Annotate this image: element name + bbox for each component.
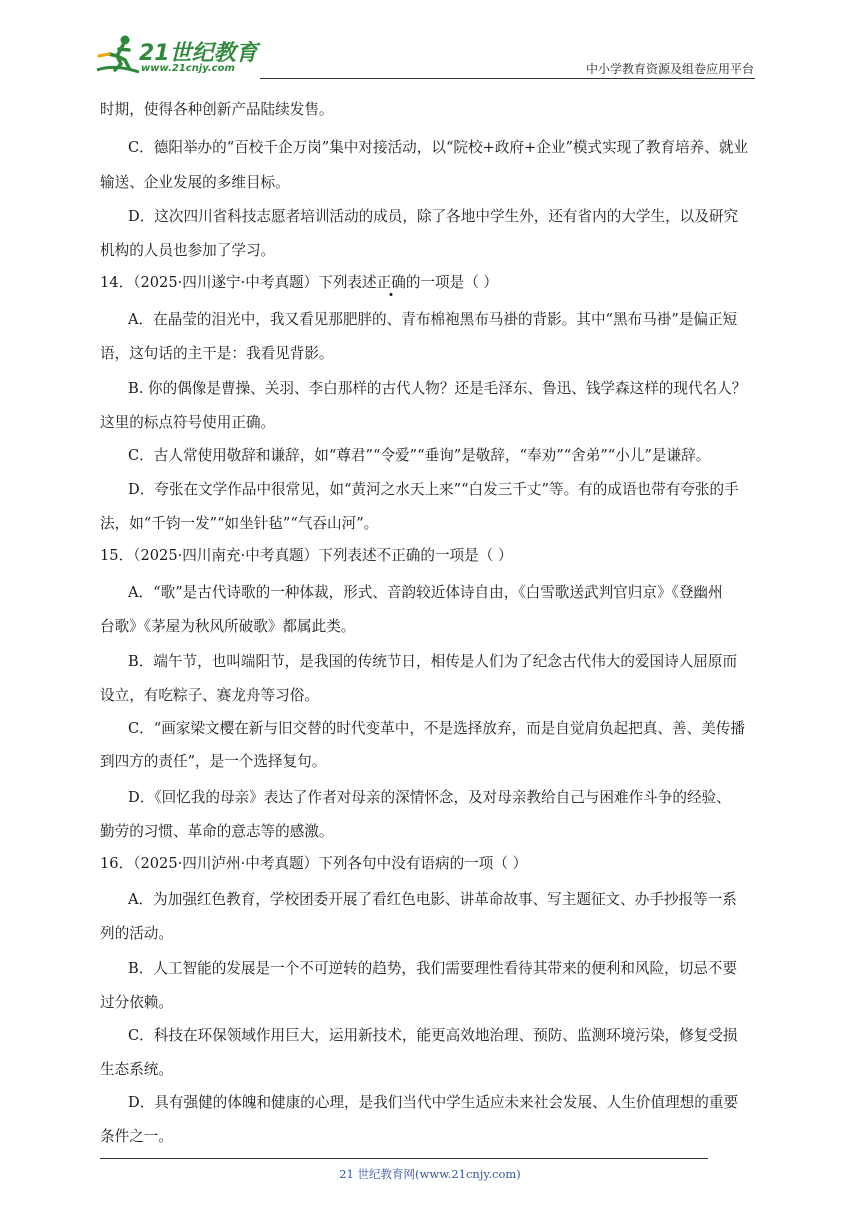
option-line: B．端午节，也叫端阳节，是我国的传统节日，相传是人们为了纪念古代伟大的爱国诗人屈原而	[128, 653, 738, 670]
page-footer: 21 世纪教育网(www.21cnjy.com)	[339, 1167, 521, 1181]
option-line: D．《回忆我的母亲》表达了作者对母亲的深情怀念，及对母亲教给自己与困难作斗争的经验、	[128, 789, 731, 806]
emphasized-word: 正确	[376, 274, 406, 291]
logo-url-text: www.21cnjy.com	[141, 63, 235, 74]
option-line: A．在晶莹的泪光中，我又看见那肥胖的、青布棉袍黑布马褂的背影。其中“黑布马褂”是偏正短	[128, 311, 738, 328]
continuation-line: 过分依赖。	[100, 994, 173, 1011]
option-line: D．夸张在文学作品中很常见，如“黄河之水天上来”“白发三千丈”等。有的成语也带有夸张的手	[128, 481, 739, 498]
option-line: D．具有强健的体魄和健康的心理，是我们当代中学生适应未来社会发展、人生价值理想的重要	[128, 1094, 739, 1111]
question-stem: 16．（2025·四川泸州·中考真题）下列各句中没有语病的一项（ ）	[100, 855, 528, 872]
option-line: A．“歌”是古代诗歌的一种体裁，形式、音韵较近体诗自由，《白雪歌送武判官归京》《登幽州	[128, 584, 723, 601]
continuation-line: 条件之一。	[100, 1128, 173, 1145]
question-text: 的一项是（ ）	[405, 274, 499, 291]
continuation-line: 输送、企业发展的多维目标。	[100, 174, 290, 191]
continuation-line: 设立，有吃粽子、赛龙舟等习俗。	[100, 687, 319, 704]
question-stem: 15．（2025·四川南充·中考真题）下列表述不正确的一项是（ ）	[100, 547, 513, 564]
logo	[95, 34, 260, 78]
continuation-line: 机构的人员也参加了学习。	[100, 242, 276, 259]
continuation-line: 法，如“千钧一发”“如坐针毡”“气吞山河”。	[100, 515, 379, 532]
option-line: C．古人常使用敬辞和谦辞，如“尊君”“令爱”“垂询”是敬辞，“奉劝”“舍弟”“小儿”是谦辞。	[128, 447, 711, 464]
option-line: C．科技在环保领域作用巨大，运用新技术，能更高效地治理、预防、监测环境污染，修复受损	[128, 1027, 738, 1044]
logo-main-text: 21世纪教育	[139, 41, 258, 66]
continuation-line: 列的活动。	[100, 925, 173, 942]
footer-divider	[100, 1158, 708, 1159]
option-line: B．人工智能的发展是一个不可逆转的趋势，我们需要理性看待其带来的便利和风险，切忌不要	[128, 960, 738, 977]
continuation-line: 勤劳的习惯、革命的意志等的感激。	[100, 823, 334, 840]
continuation-line: 到四方的责任”，是一个选择复句。	[100, 753, 327, 770]
continuation-line: 时期，使得各种创新产品陆续发售。	[100, 101, 334, 118]
runner-logo-icon	[95, 34, 143, 78]
page-header	[0, 0, 860, 86]
option-line: B. 你的偶像是曹操、关羽、李白那样的古代人物？还是毛泽东、鲁迅、钱学森这样的现代名人？	[128, 380, 747, 397]
continuation-line: 这里的标点符号使用正确。	[100, 414, 276, 431]
continuation-line: 台歌》《茅屋为秋风所破歌》都属此类。	[100, 618, 356, 635]
option-line: C．德阳举办的“百校千企万岗”集中对接活动，以“院校+政府+企业”模式实现了教育培养、就业	[128, 139, 749, 156]
question-stem	[100, 274, 498, 292]
continuation-line: 语，这句话的主干是：我看见背影。	[100, 345, 334, 362]
option-line: C．“画家梁文樱在新与旧交替的时代变革中，不是选择放弃，而是自觉肩负起把真、善、美传播	[128, 720, 745, 737]
platform-title: 中小学教育资源及组卷应用平台	[585, 62, 754, 76]
continuation-line: 生态系统。	[100, 1061, 173, 1078]
header-divider	[260, 78, 755, 79]
question-text: 14．（2025·四川遂宁·中考真题）下列表述	[100, 274, 377, 291]
option-line: D．这次四川省科技志愿者培训活动的成员，除了各地中学生外，还有省内的大学生，以及研究	[128, 208, 739, 225]
option-line: A．为加强红色教育，学校团委开展了看红色电影、讲革命故事、写主题征文、办手抄报等一系	[128, 891, 737, 908]
